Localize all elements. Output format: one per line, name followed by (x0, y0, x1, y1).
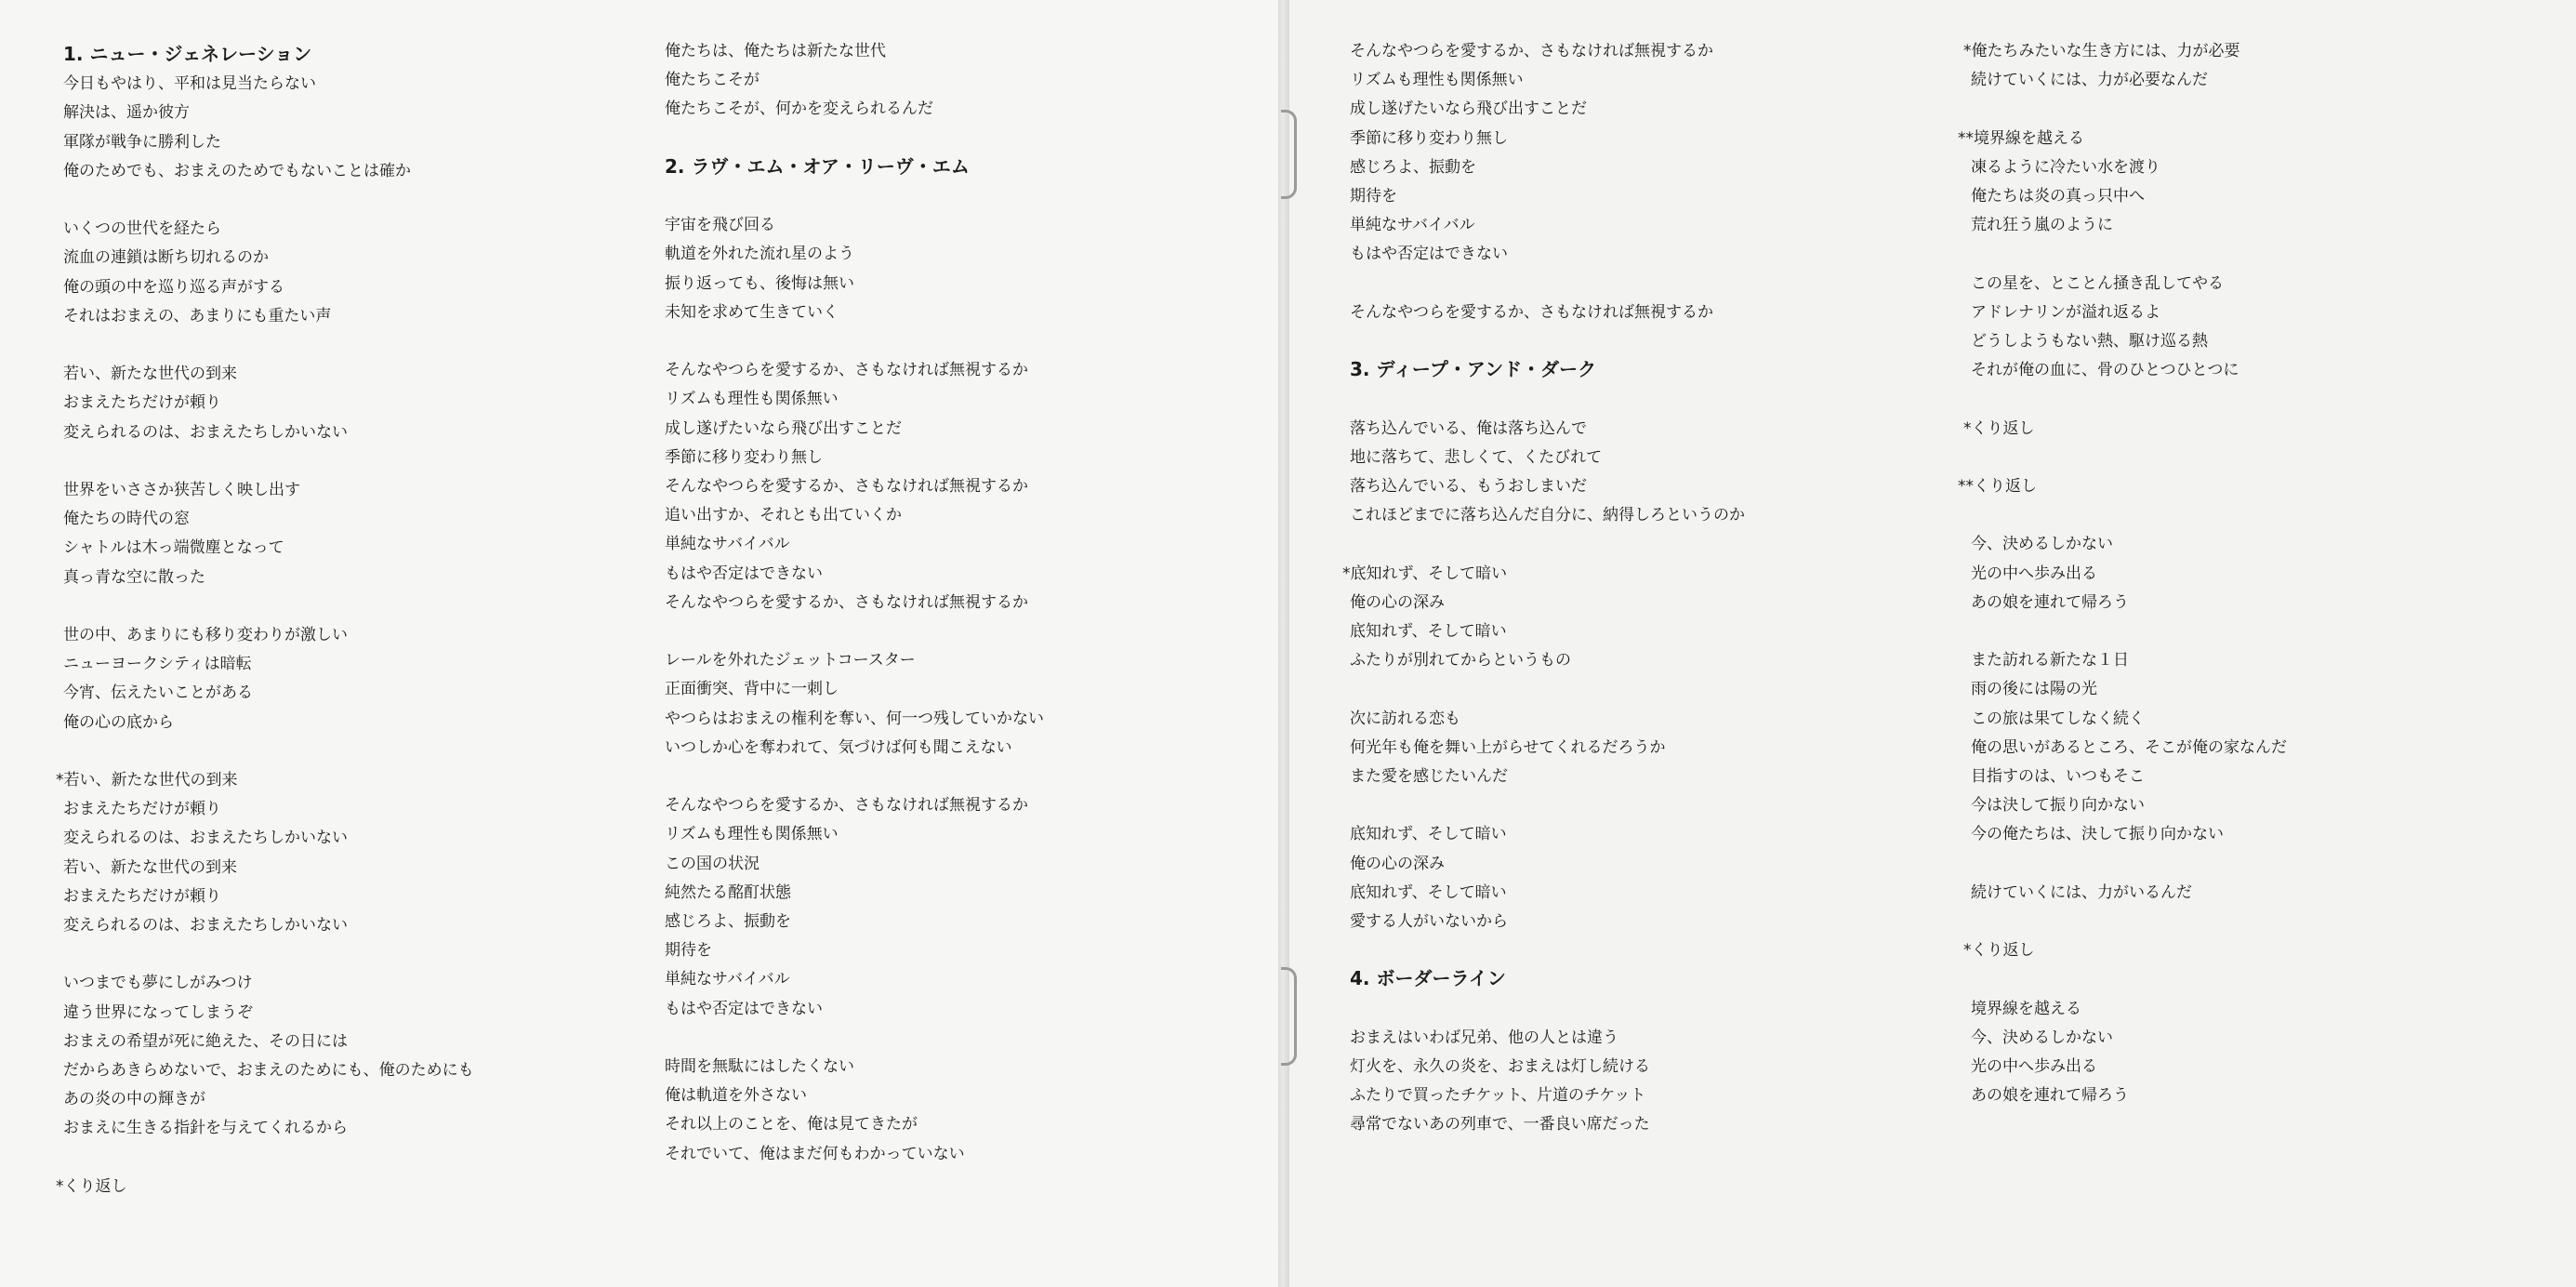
lyric-line: そんなやつらを愛するか、さもなければ無視するか (665, 796, 1028, 816)
lyric-line: 季節に移り変わり無し (1350, 128, 1508, 148)
lyric-line: 成し遂げたいなら飛び出すことだ (1350, 100, 1587, 119)
lyric-line: やつらはおまえの権利を奪い、何一つ残していかない (665, 709, 1044, 728)
lyric-line: 正面衝突、背中に一刺し (665, 680, 839, 699)
lyric-line: 今宵、伝えたいことがある (63, 683, 253, 703)
lyric-line: それ以上のことを、俺は見てきたが (665, 1115, 918, 1134)
lyric-line: おまえの希望が死に絶えた、その日には (63, 1031, 348, 1051)
lyric-line: それが俺の血に、骨のひとつひとつに (1971, 361, 2239, 380)
lyric-line: この星を、とことん掻き乱してやる (1971, 273, 2224, 293)
lyric-line: **境界線を越える (1958, 128, 2084, 148)
lyric-line: これほどまでに落ち込んだ自分に、納得しろというのか (1350, 506, 1745, 525)
lyric-line: おまえたちだけが頼り (63, 886, 221, 906)
lyric-line: 灯火を、永久の炎を、おまえは灯し続ける (1350, 1057, 1650, 1076)
lyric-line: そんなやつらを愛するか、さもなければ無視するか (665, 477, 1028, 496)
right-page (1289, 0, 2576, 1287)
staple-bottom (1281, 967, 1297, 1066)
lyric-line: 期待を (665, 941, 712, 961)
lyric-line: 愛する人がいないから (1350, 912, 1508, 931)
lyric-line: 続けていくには、力がいるんだ (1971, 882, 2192, 902)
lyric-line: 次に訪れる恋も (1350, 709, 1460, 728)
lyric-line: 感じろよ、振動を (665, 912, 791, 931)
lyric-line: 尋常でないあの列車で、一番良い席だった (1350, 1115, 1650, 1134)
lyric-line: 底知れず、そして暗い (1350, 882, 1507, 902)
lyric-line: 宇宙を飛び回る (665, 216, 775, 235)
lyric-line: 俺の心の深み (1350, 854, 1445, 873)
lyric-line: そんなやつらを愛するか、さもなければ無視するか (1350, 42, 1713, 60)
lyric-line: 俺の心の底から (63, 712, 174, 732)
lyric-line: また訪れる新たな１日 (1971, 651, 2129, 670)
lyric-line: 単純なサバイバル (665, 535, 790, 554)
lyric-line: この旅は果てしなく続く (1971, 709, 2145, 728)
lyric-line: あの炎の中の輝きが (63, 1090, 205, 1109)
lyric-line: 変えられるのは、おまえたちしかいない (63, 916, 348, 935)
lyric-line: あの娘を連れて帰ろう (1971, 592, 2129, 612)
lyric-line: いくつの世代を経たら (63, 219, 221, 239)
song-title: 3. ディープ・アンド・ダーク (1350, 358, 1597, 381)
lyric-line: ふたりで買ったチケット、片道のチケット (1350, 1086, 1646, 1106)
lyric-line: 俺たちこそが、何かを変えられるんだ (665, 100, 933, 119)
song-title: 4. ボーダーライン (1350, 967, 1506, 990)
lyric-line: 追い出すか、それとも出ていくか (665, 506, 902, 525)
lyric-line: おまえたちだけが頼り (63, 800, 221, 819)
lyric-line: もはや否定はできない (665, 564, 823, 583)
lyric-line: 季節に移り変わり無し (665, 447, 823, 467)
lyric-line: もはや否定はできない (1350, 245, 1508, 264)
lyric-line: 落ち込んでいる、俺は落ち込んで (1350, 418, 1587, 438)
lyric-line: 底知れず、そして暗い (1350, 622, 1507, 641)
lyric-line: リズムも理性も関係無い (1350, 71, 1524, 90)
lyric-line: 軌道を外れた流れ星のよう (665, 245, 854, 264)
lyric-line: 今日もやはり、平和は見当たらない (63, 74, 316, 94)
staple-top (1281, 110, 1297, 199)
lyric-line: いつまでも夢にしがみつけ (63, 974, 253, 993)
lyric-line: 流血の連鎖は断ち切れるのか (63, 248, 269, 268)
lyric-line: ふたりが別れてからというもの (1350, 651, 1571, 670)
lyric-line: 俺は軌道を外さない (665, 1086, 807, 1106)
lyric-line: おまえに生きる指針を与えてくれるから (63, 1119, 348, 1138)
lyric-line: どうしようもない熱、駆け巡る熱 (1971, 332, 2208, 351)
lyric-line: 世の中、あまりにも移り変わりが激しい (63, 626, 348, 644)
lyric-line: 変えられるのは、おまえたちしかいない (63, 422, 348, 442)
song-title: 2. ラヴ・エム・オア・リーヴ・エム (665, 154, 970, 178)
lyric-line: この国の状況 (665, 854, 760, 873)
lyric-line: そんなやつらを愛するか、さもなければ無視するか (665, 592, 1028, 612)
lyric-line: 純然たる酩酊状態 (665, 882, 791, 902)
lyric-line: 落ち込んでいる、もうおしまいだ (1350, 477, 1587, 496)
lyric-line: シャトルは木っ端微塵となって (63, 538, 284, 558)
lyric-line: 俺たちは、俺たちは新たな世代 (665, 42, 886, 60)
lyric-line: 今、決めるしかない (1971, 535, 2113, 554)
lyric-line: 俺たちこそが (665, 71, 760, 90)
lyric-line: だからあきらめないで、おまえのためにも、俺のためにも (63, 1061, 474, 1080)
lyric-line: 今、決めるしかない (1971, 1028, 2113, 1047)
lyric-line: 期待を (1350, 187, 1397, 206)
lyric-line: 軍隊が戦争に勝利した (63, 132, 221, 152)
lyric-line: ニューヨークシティは暗転 (63, 655, 252, 674)
lyric-line: *底知れず、そして暗い (1342, 564, 1508, 583)
lyric-line: 世界をいささか狭苦しく映し出す (63, 481, 300, 499)
lyric-line: 俺のためでも、おまえのためでもないことは確か (63, 161, 411, 180)
lyric-line: 何光年も俺を舞い上がらせてくれるだろうか (1350, 737, 1666, 757)
lyric-line: 成し遂げたいなら飛び出すことだ (665, 418, 902, 438)
lyric-line: 地に落ちて、悲しくて、くたびれて (1350, 447, 1603, 467)
lyric-line: リズムも理性も関係無い (665, 825, 839, 844)
lyric-line: 今の俺たちは、決して振り向かない (1971, 825, 2224, 844)
lyric-line: それはおまえの、あまりにも重たい声 (63, 306, 332, 325)
lyric-line: 底知れず、そして暗い (1350, 825, 1507, 844)
lyric-line: 光の中へ歩み出る (1971, 1057, 2097, 1076)
lyric-line: おまえはいわば兄弟、他の人とは違う (1350, 1028, 1618, 1047)
lyric-line: そんなやつらを愛するか、さもなければ無視するか (665, 361, 1028, 380)
lyric-line: それでいて、俺はまだ何もわかっていない (665, 1144, 965, 1163)
lyric-line: 感じろよ、振動を (1350, 157, 1476, 177)
lyric-line: 真っ青な空に散った (63, 567, 205, 587)
lyric-line: もはや否定はできない (665, 999, 823, 1018)
lyric-line: 今は決して振り向かない (1971, 796, 2145, 816)
lyric-line: いつしか心を奪われて、気づけば何も聞こえない (665, 737, 1012, 757)
lyric-line: 若い、新たな世代の到来 (63, 857, 237, 877)
lyric-line: 雨の後には陽の光 (1971, 680, 2097, 699)
lyric-line: 俺たちは炎の真っ只中へ (1971, 187, 2145, 206)
lyric-line: 凍るように冷たい水を渡り (1971, 157, 2160, 177)
lyric-line: 振り返っても、後悔は無い (665, 273, 854, 293)
lyric-line: 変えられるのは、おまえたちしかいない (63, 829, 348, 848)
lyric-line: リズムも理性も関係無い (665, 390, 839, 409)
lyric-line: 境界線を越える (1971, 999, 2081, 1018)
lyric-line: *くり返し (1963, 418, 2035, 438)
lyric-line: *若い、新たな世代の到来 (56, 771, 238, 789)
lyric-line: 続けていくには、力が必要なんだ (1971, 71, 2208, 90)
lyric-line: 単純なサバイバル (665, 970, 790, 989)
lyric-line: 解決は、遥か彼方 (63, 103, 190, 123)
lyric-line: レールを外れたジェットコースター (665, 651, 916, 670)
lyric-line: そんなやつらを愛するか、さもなければ無視するか (1350, 302, 1713, 322)
lyric-line: 未知を求めて生きていく (665, 302, 839, 322)
lyric-line: *くり返し (56, 1176, 127, 1196)
lyric-line: 単純なサバイバル (1350, 216, 1475, 235)
lyric-line: 光の中へ歩み出る (1971, 564, 2097, 583)
lyric-line: 違う世界になってしまうぞ (63, 1002, 253, 1022)
lyric-line: 荒れ狂う嵐のように (1971, 216, 2113, 235)
lyric-line: 俺の頭の中を巡り巡る声がする (63, 277, 284, 297)
lyric-line: 若い、新たな世代の到来 (63, 365, 237, 384)
lyric-line: 目指すのは、いつもそこ (1971, 767, 2145, 786)
lyric-line: *俺たちみたいな生き方には、力が必要 (1963, 42, 2240, 60)
lyric-line: 時間を無駄にはしたくない (665, 1057, 854, 1076)
lyric-line: おまえたちだけが頼り (63, 393, 221, 413)
lyric-line: *くり返し (1963, 941, 2035, 961)
lyric-line: 俺の心の深み (1350, 592, 1445, 612)
song-title: 1. ニュー・ジェネレーション (63, 43, 312, 65)
lyric-line: また愛を感じたいんだ (1350, 767, 1508, 786)
lyric-line: 俺の思いがあるところ、そこが俺の家なんだ (1971, 737, 2287, 757)
lyric-line: あの娘を連れて帰ろう (1971, 1086, 2129, 1106)
left-page (0, 0, 1278, 1287)
lyric-line: **くり返し (1958, 477, 2037, 496)
lyric-line: アドレナリンが溢れ返るよ (1971, 302, 2160, 322)
lyric-line: 俺たちの時代の窓 (63, 510, 190, 529)
